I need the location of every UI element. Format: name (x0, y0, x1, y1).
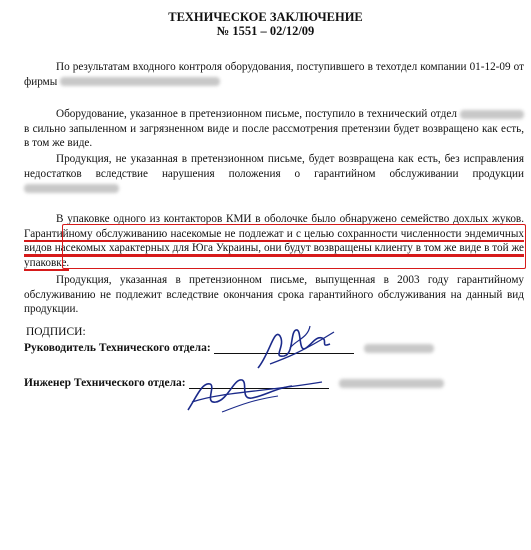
paragraph-intro-text: По результатам входного контроля оборудования, поступившего в техотдел компании 01-12-09 от фирмы (24, 61, 524, 88)
highlight-underline (24, 255, 524, 257)
head-signature-row (24, 342, 434, 354)
paragraph-warranty-expired: Продукция, указанная в претензионном письме, выпущенная в 2003 году гарантийному обслуживанию не подлежит вследствие окончания срока гарантийного обслуживания на данный вид продукции. (24, 274, 524, 315)
highlight-box (62, 224, 526, 269)
paragraph-intro (24, 60, 524, 89)
head-signature-label: Руководитель Технического отдела: (24, 342, 211, 354)
paragraph-condition-text-b: в сильно запыленном и загрязненном виде и после рассмотрения претензии будет возвращено как есть, в том же виде. (24, 122, 524, 149)
paragraph-condition (24, 107, 524, 151)
document-title: ТЕХНИЧЕСКОЕ ЗАКЛЮЧЕНИЕ (168, 10, 363, 24)
paragraph-returns-text: Продукция, не указанная в претензионном письме, будет возвращена как есть, без исправления недостатков вследствие нарушения положения о гарантийном обслуживании продукции (24, 153, 524, 180)
signatures-heading: ПОДПИСИ: (26, 326, 86, 338)
paragraph-condition-text-a: Оборудование, указанное в претензионном письме, поступило в технический отдел (56, 108, 457, 120)
engineer-signature-icon (182, 362, 332, 422)
paragraph-returns (24, 152, 524, 196)
redacted-date (460, 110, 524, 119)
redacted-product-list (24, 184, 119, 193)
highlighted-insects-statement: Гарантийному обслуживанию насекомые не подлежат и с целью сохранности численности эндемичных видов насекомых характерных для Юга Украины, они будут возвращены клиенту в том же виде в той же упаковке. (24, 227, 524, 269)
engineer-signature-label: Инженер Технического отдела: (24, 377, 186, 389)
document-number: № 1551 – 02/12/09 (216, 24, 315, 38)
redacted-company-name (60, 77, 220, 86)
paragraph-insects-text: В упаковке одного из контакторов КМИ в оболочке было обнаружено семейство дохлых жуков. (56, 213, 524, 225)
redacted-head-name (364, 344, 434, 353)
redacted-engineer-name (339, 379, 444, 388)
